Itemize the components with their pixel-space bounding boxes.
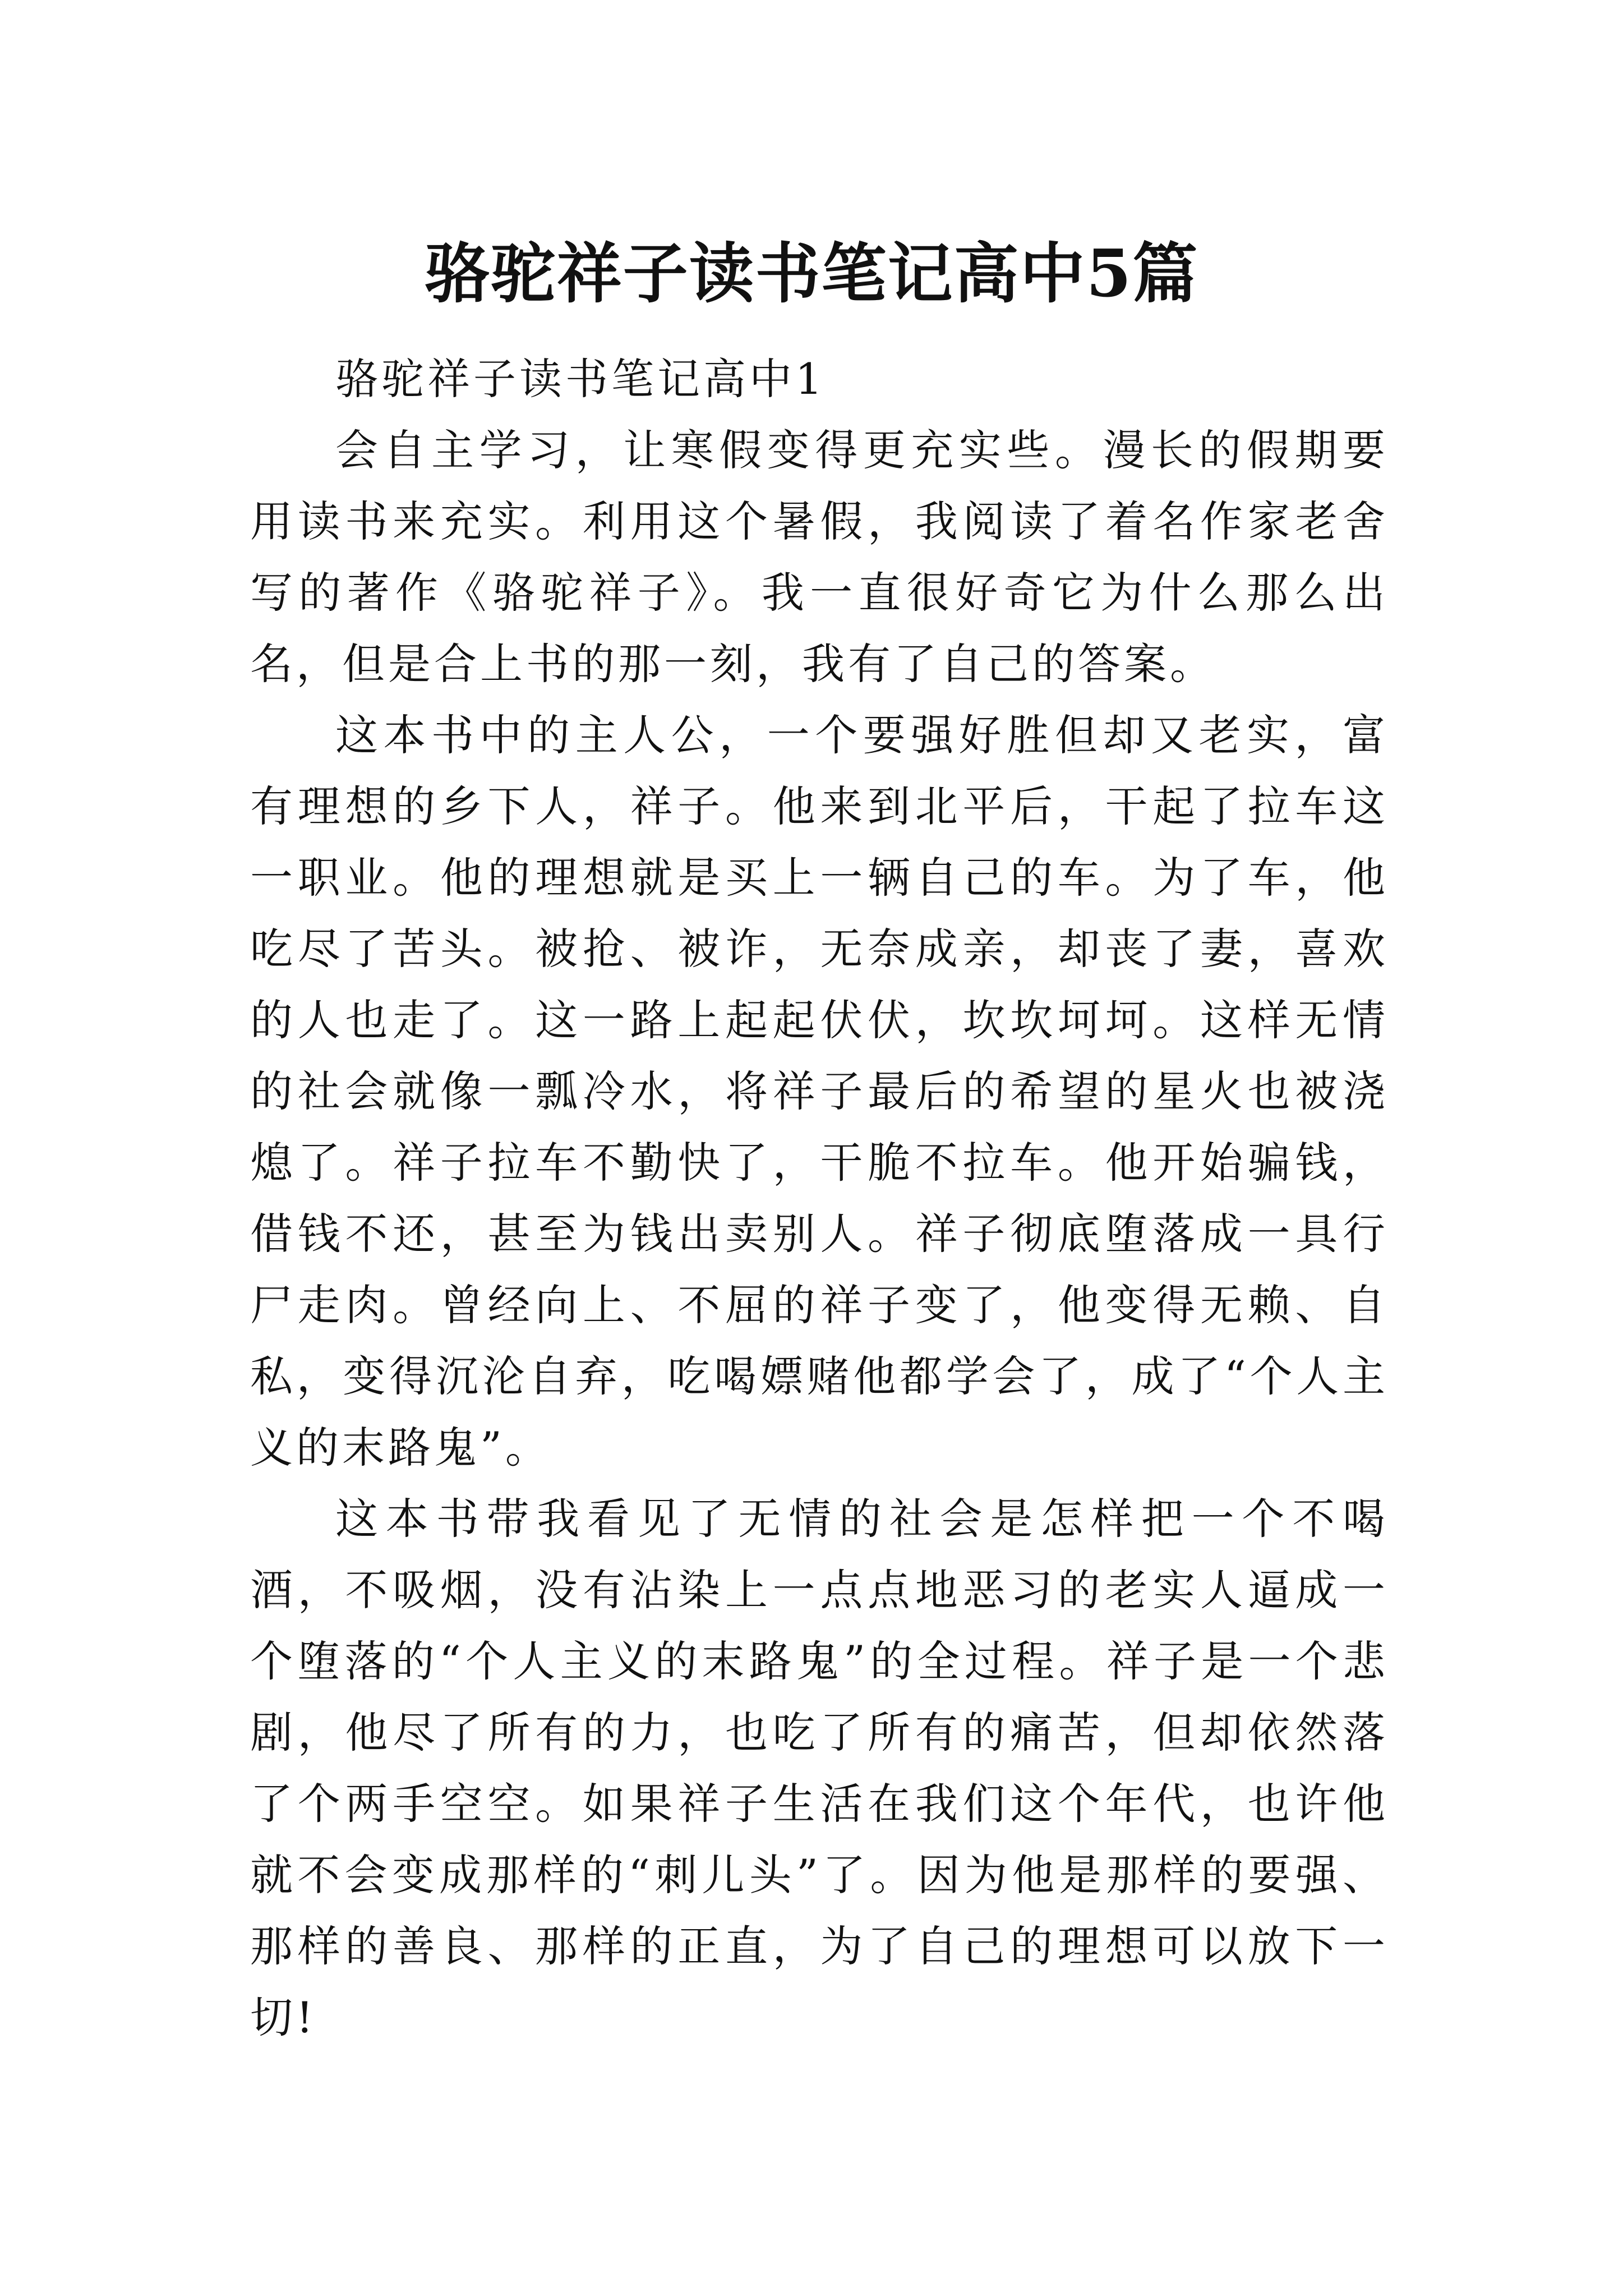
paragraph: 这本书中的主人公，一个要强好胜但却又老实，富有理想的乡下人，祥子。他来到北平后，干起了拉车这一职业。他的理想就是买上一辆自己的车。为了车，他吃尽了苦头。被抢、被诈，无奈成亲，却丧了妻，喜欢的人也走了。这一路上起起伏伏，坎坎坷坷。这样无情的社会就像一瓢冷水，将祥子最后的希望的星火也被浇熄了。祥子拉车不勤快了，干脆不拉车。他开始骗钱，借钱不还，甚至为钱出卖别人。祥子彻底堕落成一具行尸走肉。曾经向上、不屈的祥子变了，他变得无赖、自私，变得沉沦自弃，吃喝嫖赌他都学会了，成了“个人主义的末路鬼”。 — [250, 710, 1389, 1473]
paragraph: 会自主学习，让寒假变得更充实些。漫长的假期要用读书来充实。利用这个暑假，我阅读了着名作家老舍写的著作《骆驼祥子》。我一直很好奇它为什么那么出名，但是合上书的那一刻，我有了自己的答案。 — [250, 425, 1389, 689]
document-title: 骆驼祥子读书笔记高中5篇 — [424, 235, 1199, 312]
document-body — [250, 343, 1389, 2053]
paragraph: 这本书带我看见了无情的社会是怎样把一个不喝酒，不吸烟，没有沾染上一点点地恶习的老实人逼成一个堕落的“个人主义的末路鬼”的全过程。祥子是一个悲剧，他尽了所有的力，也吃了所有的痛苦，但却依然落了个两手空空。如果祥子生活在我们这个年代，也许他就不会变成那样的“刺儿头”了。因为他是那样的要强、那样的善良、那样的正直，为了自己的理想可以放下一切! — [250, 1494, 1389, 2042]
section-heading: 骆驼祥子读书笔记高中1 — [335, 354, 826, 404]
